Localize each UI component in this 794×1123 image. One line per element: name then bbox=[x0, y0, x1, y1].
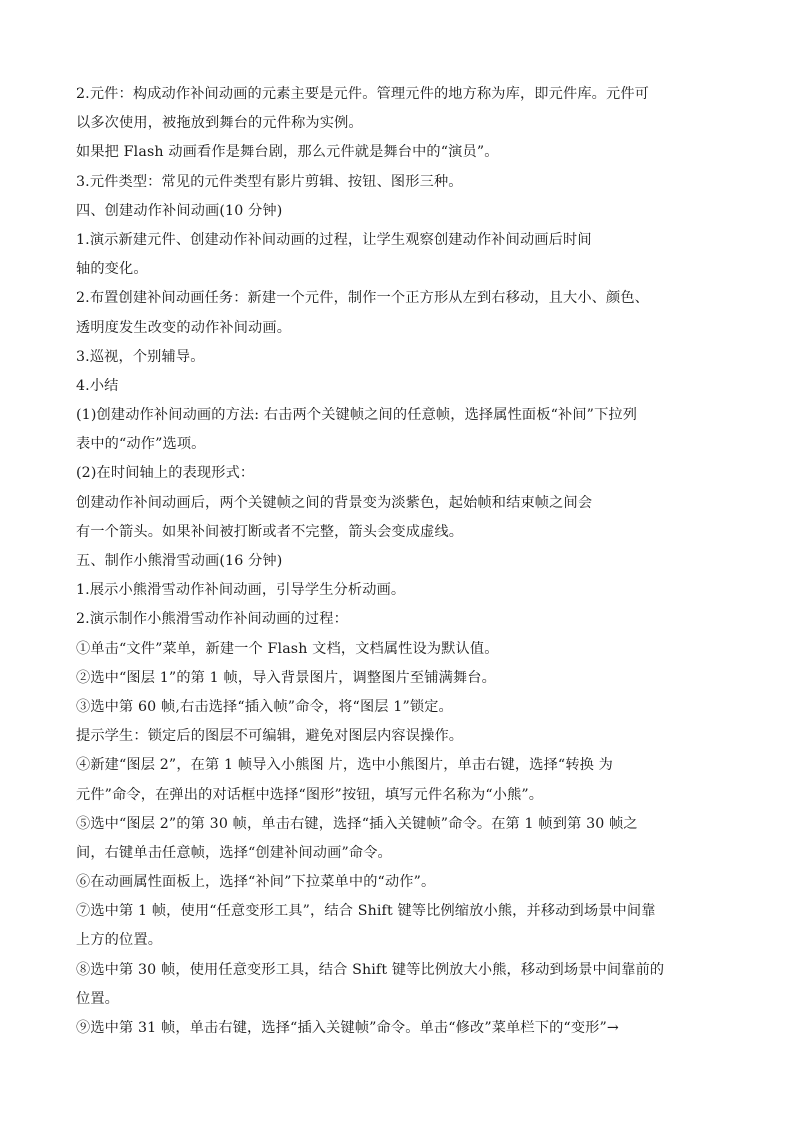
text-line: 间，右键单击任意帧，选择“创建补间动画”命令。 bbox=[76, 844, 392, 861]
text-line: (2)在时间轴上的表现形式： bbox=[76, 465, 255, 482]
text-line: 1.展示小熊滑雪动作补间动画，引导学生分析动画。 bbox=[76, 582, 406, 599]
text-line: 元件”命令，在弹出的对话框中选择“图形”按钮，填写元件名称为“小熊”。 bbox=[76, 786, 544, 803]
text-line: ④新建“图层 2”，在第 1 帧导入小熊图 片，选中小熊图片，单击右键，选择“转换 为 bbox=[76, 757, 614, 774]
text-line: 表中的“动作”选项。 bbox=[76, 436, 206, 453]
text-line: ②选中“图层 1”的第 1 帧，导入背景图片，调整图片至铺满舞台。 bbox=[76, 669, 496, 686]
text-line: ①单击“文件”菜单，新建一个 Flash 文档，文档属性设为默认值。 bbox=[76, 640, 499, 657]
text-line: ⑥在动画属性面板上，选择“补间”下拉菜单中的“动作”。 bbox=[76, 874, 436, 891]
text-line: 4.小结 bbox=[76, 377, 119, 394]
text-line: 3.巡视，个别辅导。 bbox=[76, 348, 205, 365]
text-line: ⑤选中“图层 2”的第 30 帧，单击右键，选择“插入关键帧”命令。在第 1 帧到第 30 帧之 bbox=[76, 815, 638, 832]
text-line: ⑨选中第 31 帧，单击右键，选择“插入关键帧”命令。单击“修改”菜单栏下的“变形”→ bbox=[76, 1020, 619, 1036]
text-line: 有一个箭头。如果补间被打断或者不完整，箭头会变成虚线。 bbox=[76, 523, 464, 540]
text-line: 2.布置创建补间动画任务：新建一个元件，制作一个正方形从左到右移动，且大小、颜色、 bbox=[76, 290, 650, 307]
document-page bbox=[76, 80, 722, 1043]
text-line: 轴的变化。 bbox=[76, 261, 148, 278]
text-line: 1.演示新建元件、创建动作补间动画的过程，让学生观察创建动作补间动画后时间 bbox=[76, 231, 592, 248]
section-heading: 五、制作小熊滑雪动画(16 分钟) bbox=[76, 553, 283, 569]
text-line: 2.元件：构成动作补间动画的元素主要是元件。管理元件的地方称为库，即元件库。元件可 bbox=[76, 86, 650, 102]
text-line: 透明度发生改变的动作补间动画。 bbox=[76, 319, 292, 336]
text-line: 位置。 bbox=[76, 990, 120, 1007]
text-line: (1)创建动作补间动画的方法: 右击两个关键帧之间的任意帧，选择属性面板“补间”下拉列 bbox=[76, 407, 638, 424]
text-line: 2.演示制作小熊滑雪动作补间动画的过程： bbox=[76, 611, 348, 628]
text-line: 如果把 Flash 动画看作是舞台剧，那么元件就是舞台中的“演员”。 bbox=[76, 144, 499, 161]
text-line: 3.元件类型：常见的元件类型有影片剪辑、按钮、图形三种。 bbox=[76, 173, 463, 190]
section-heading: 四、创建动作补间动画(10 分钟) bbox=[76, 202, 283, 219]
text-line: ⑧选中第 30 帧，使用任意变形工具，结合 Shift 键等比例放大小熊，移动到场景中间靠前的 bbox=[76, 961, 665, 978]
text-line: 以多次使用，被拖放到舞台的元件称为实例。 bbox=[76, 115, 363, 132]
text-line: ③选中第 60 帧,右击选择“插入帧”命令，将“图层 1”锁定。 bbox=[76, 698, 453, 715]
text-line: ⑦选中第 1 帧，使用“任意变形工具”，结合 Shift 键等比例缩放小熊，并移动到场景中间靠 bbox=[76, 903, 656, 920]
text-line: 提示学生：锁定后的图层不可编辑，避免对图层内容误操作。 bbox=[76, 728, 464, 745]
text-line: 上方的位置。 bbox=[76, 932, 163, 949]
text-line: 创建动作补间动画后，两个关键帧之间的背景变为淡紫色，起始帧和结束帧之间会 bbox=[76, 494, 593, 511]
